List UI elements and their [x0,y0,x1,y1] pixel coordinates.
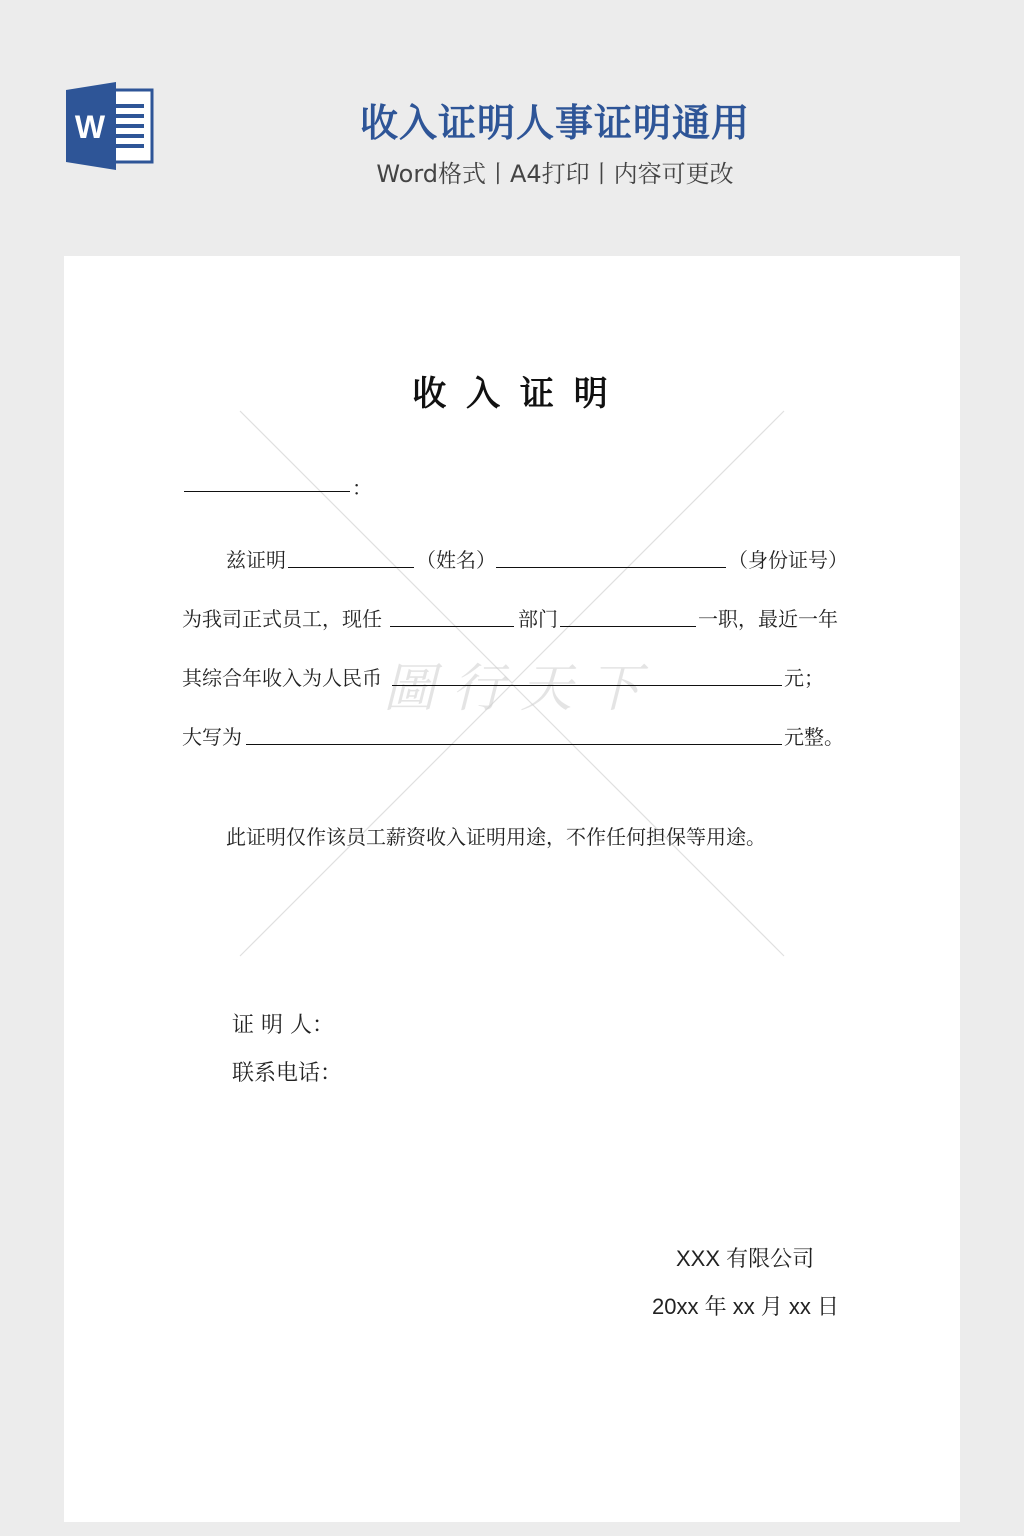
certifier-label: 证 明 人： [232,1013,334,1038]
position-blank [560,626,696,627]
header [0,0,1024,256]
phone-label: 联系电话： [232,1061,343,1086]
p3-text-1: 其综合年收入为人民币 [182,666,382,690]
id-number-blank [496,567,726,568]
watermark-lines [64,256,960,1522]
svg-text:圖 行 天 下: 圖 行 天 下 [383,659,641,719]
p1-text-1: 兹证明 [226,548,286,572]
p1-text-2: （姓名） [416,548,496,572]
annual-income-blank [392,685,782,686]
company-name: XXX 有限公司 [676,1246,815,1271]
amount-in-words-blank [246,744,782,745]
name-blank [288,567,414,568]
p4-text-1: 大写为 [182,725,242,749]
issue-date: 20xx 年 xx 月 xx 日 [652,1294,840,1319]
word-doc-icon [64,82,156,170]
p2-text-1: 为我司正式员工，现任 [182,607,382,631]
page-subtitle: Word格式丨A4打印丨内容可更改 [376,160,734,188]
p2-text-3: 一职，最近一年 [698,607,838,631]
p1-text-3: （身份证号） [728,548,848,572]
page-title: 收入证明人事证明通用 [359,101,750,145]
p4-text-2: 元整。 [784,725,844,749]
p2-text-2: 部门 [518,607,558,631]
recipient-blank [184,491,350,492]
p3-text-2: 元； [784,666,824,690]
document-page [64,256,960,1522]
salutation-colon: ： [352,476,372,500]
document-title: 收 入 证 明 [412,374,612,414]
department-blank [390,626,514,627]
svg-text:W: W [74,109,106,145]
usage-note: 此证明仅作该员工薪资收入证明用途，不作任何担保等用途。 [226,825,766,849]
